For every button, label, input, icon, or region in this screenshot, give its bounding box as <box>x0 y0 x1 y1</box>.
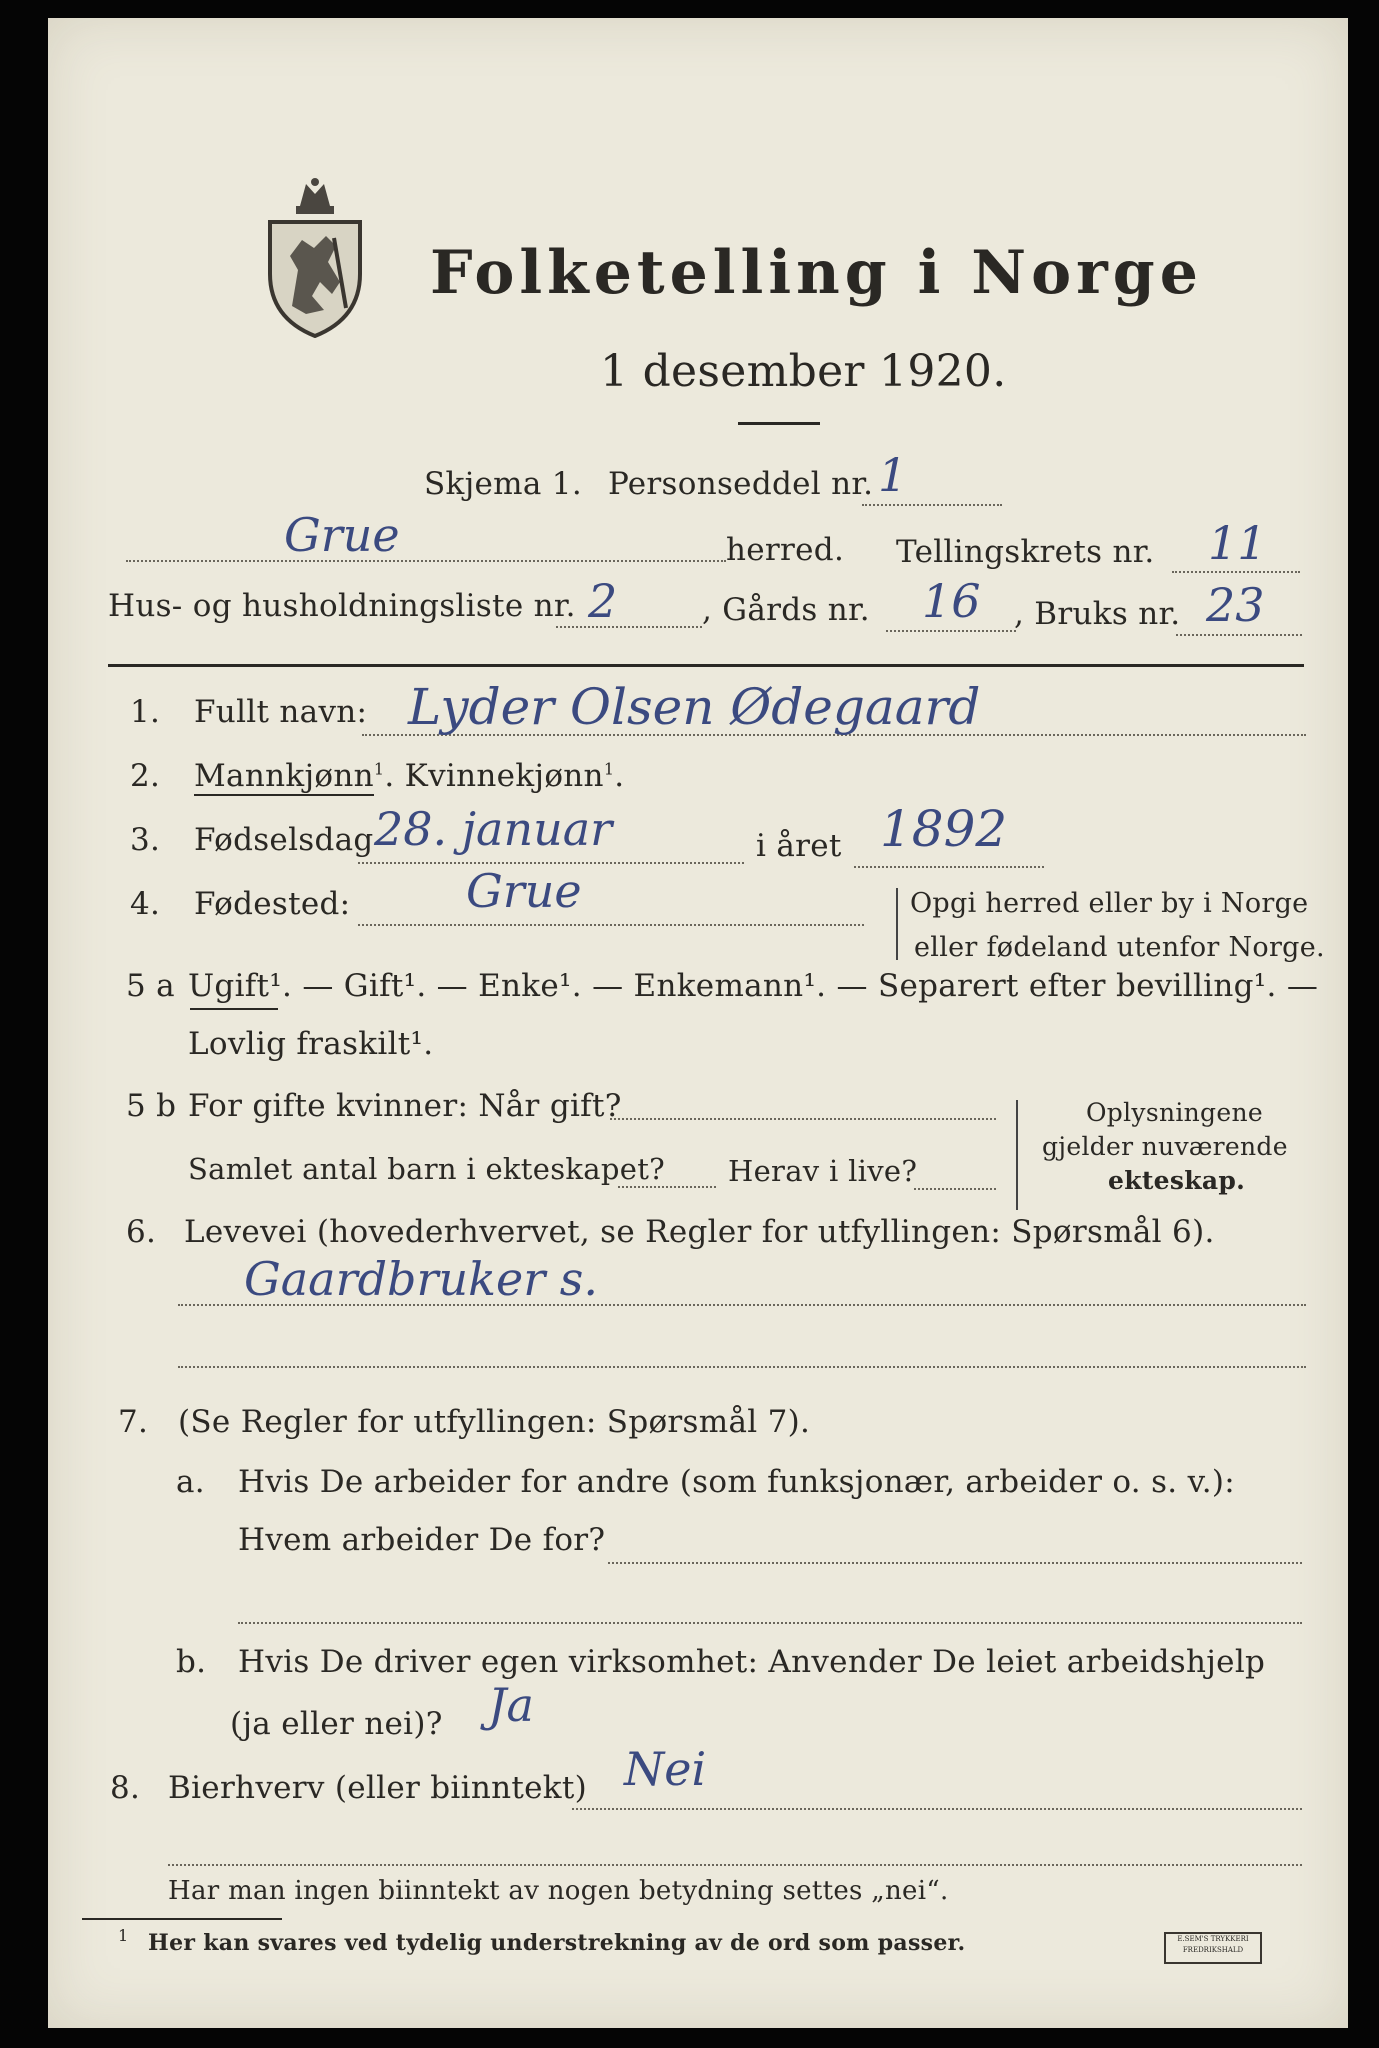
q6-number: 6. <box>126 1214 157 1250</box>
q7b-line1: Hvis De driver egen virksomhet: Anvender De leiet arbeidshjelp <box>238 1644 1266 1680</box>
census-date: 1 desember 1920. <box>600 346 1007 397</box>
female-option: Kvinnekjønn <box>404 758 604 794</box>
q4-note-line1: Opgi herred eller by i Norge <box>910 888 1309 919</box>
q7a-line2: Hvem arbeider De for? <box>238 1522 606 1558</box>
q6-label: Levevei (hovederhvervet, se Regler for utfyllingen: Spørsmål 6). <box>184 1214 1215 1250</box>
q5b-note-line3: ekteskap. <box>1108 1166 1246 1195</box>
footnote-mark: 1 <box>118 1926 129 1945</box>
q4-note-brace <box>896 888 898 960</box>
q5a-number: 5 a <box>126 968 175 1004</box>
q1-number: 1. <box>130 694 161 730</box>
male-footnote-mark: 1 <box>373 759 385 779</box>
personseddel-value: 1 <box>878 448 908 502</box>
female-period: . <box>614 758 625 794</box>
q5b-alive-label: Herav i live? <box>728 1154 918 1188</box>
q7a-number: a. <box>176 1464 205 1500</box>
q7a-answer-line2 <box>238 1622 1302 1624</box>
tellingskrets-label: Tellingskrets nr. <box>896 534 1155 570</box>
bruks-label: , Bruks nr. <box>1014 596 1181 632</box>
household-list-value: 2 <box>588 574 618 628</box>
q5b-number: 5 b <box>126 1088 177 1124</box>
form-title: Folketelling i Norge <box>430 238 1203 308</box>
full-name-value: Lyder Olsen Ødegaard <box>408 678 981 736</box>
footnote-text: Her kan svares ved tydelig understrekning av de ord som passer. <box>148 1930 966 1956</box>
year-label: i året <box>756 828 842 864</box>
q8-label: Bierhverv (eller biinntekt) <box>168 1770 588 1806</box>
q7-number: 7. <box>118 1404 149 1440</box>
printer-stamp <box>1164 1932 1262 1964</box>
gards-label: , Gårds nr. <box>702 592 870 628</box>
q5b-children-label: Samlet antal barn i ekteskapet? <box>188 1152 665 1186</box>
census-form-page <box>48 18 1348 2028</box>
q6-line2 <box>178 1366 1306 1368</box>
tellingskrets-line <box>1172 571 1300 573</box>
q7b-number: b. <box>176 1644 207 1680</box>
printer-stamp-line2: FREDRIKSHALD <box>1182 1946 1244 1954</box>
q7-label: (Se Regler for utfyllingen: Spørsmål 7). <box>178 1404 811 1440</box>
q5b-when-married-label: For gifte kvinner: Når gift? <box>188 1088 622 1124</box>
female-footnote-mark: 1 <box>603 759 615 779</box>
male-period: . <box>384 758 395 794</box>
q2-number: 2. <box>130 758 161 794</box>
printer-stamp-line1: E.SEM'S TRYKKERI <box>1177 1935 1249 1943</box>
title-divider <box>738 422 820 425</box>
q5b-note-line1: Oplysningene <box>1086 1098 1263 1127</box>
herred-label: herred. <box>726 532 845 568</box>
q4-line <box>358 924 864 926</box>
household-list-line <box>556 626 702 628</box>
q2-sex-options <box>194 758 624 794</box>
q7a-line1: Hvis De arbeider for andre (som funksjonær, arbeider o. s. v.): <box>238 1464 1236 1500</box>
side-income-value: Nei <box>624 1742 707 1796</box>
q5b-alive-line <box>914 1188 996 1190</box>
q3-label: Fødselsdag <box>194 822 374 858</box>
q1-label: Fullt navn: <box>194 694 368 730</box>
household-list-label: Hus- og husholdningsliste nr. <box>108 588 576 624</box>
q4-label: Fødested: <box>194 886 351 922</box>
q4-number: 4. <box>130 886 161 922</box>
tellingskrets-value: 11 <box>1208 516 1267 570</box>
q8-line2 <box>168 1864 1302 1866</box>
footnote-divider <box>82 1918 282 1920</box>
bruks-line <box>1176 634 1302 636</box>
ugift-underline <box>190 1008 278 1010</box>
personseddel-label: Personseddel nr. <box>608 466 874 502</box>
q5b-children-line <box>618 1186 716 1188</box>
birth-year-value: 1892 <box>880 800 1008 858</box>
birthplace-value: Grue <box>466 864 582 918</box>
header-divider <box>108 664 1304 667</box>
q4-note-line2: eller fødeland utenfor Norge. <box>914 932 1325 963</box>
q7b-line2: (ja eller nei)? <box>230 1706 443 1742</box>
birth-day-value: 28. januar <box>374 802 613 856</box>
q8-note: Har man ingen biinntekt av nogen betydning settes „nei“. <box>168 1876 949 1906</box>
q5b-note-brace <box>1016 1100 1018 1210</box>
norwegian-coat-of-arms-icon <box>262 178 368 338</box>
gards-value: 16 <box>922 574 981 628</box>
q5b-note-line2: gjelder nuværende <box>1042 1132 1288 1161</box>
occupation-value: Gaardbruker s. <box>244 1252 599 1306</box>
q8-number: 8. <box>110 1770 141 1806</box>
bruks-value: 23 <box>1206 578 1265 632</box>
q8-line1 <box>572 1808 1302 1810</box>
schema-label: Skjema 1. <box>424 466 582 502</box>
gards-line <box>886 630 1016 632</box>
q3-number: 3. <box>130 822 161 858</box>
marital-status-options-cont: Lovlig fraskilt¹. <box>188 1026 434 1062</box>
q7a-answer-line1 <box>608 1562 1302 1564</box>
q5b-when-married-line <box>610 1118 996 1120</box>
hired-help-value: Ja <box>488 1678 534 1732</box>
herred-line <box>126 560 726 562</box>
q3-year-line <box>854 866 1044 868</box>
marital-status-options: Ugift¹. — Gift¹. — Enke¹. — Enkemann¹. — Separert efter bevilling¹. — <box>188 968 1319 1004</box>
personseddel-line <box>862 504 1002 506</box>
herred-value: Grue <box>284 508 400 562</box>
male-option: Mannkjønn <box>194 758 374 794</box>
